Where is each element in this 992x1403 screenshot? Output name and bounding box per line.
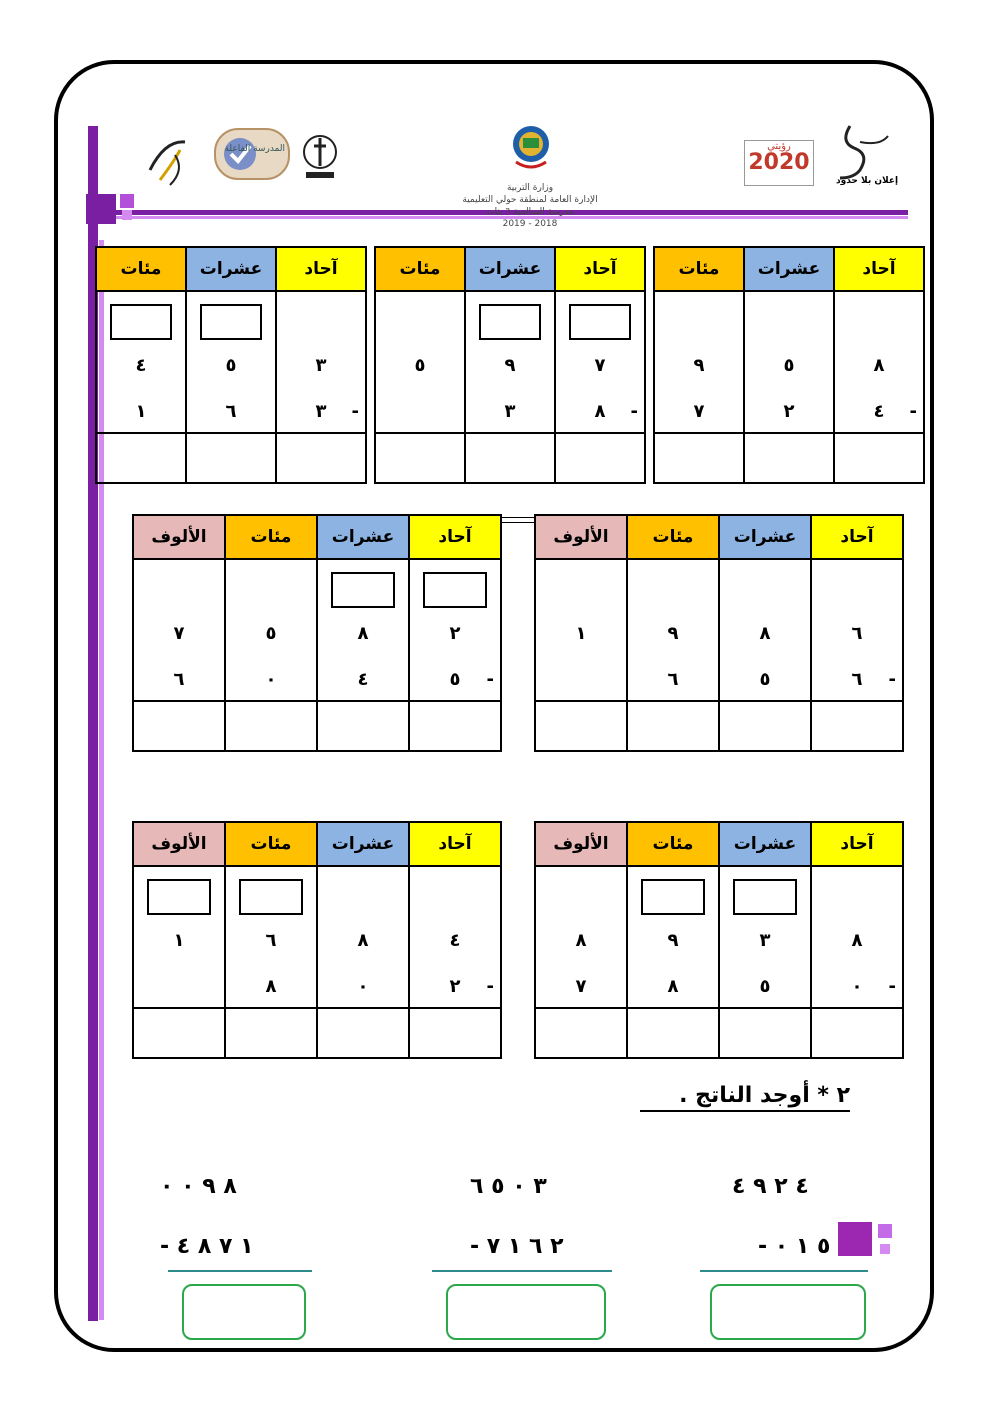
borrow-box[interactable]: [239, 879, 303, 915]
digit-cell-asharat: [186, 291, 276, 433]
minuend-digit: ٨: [873, 355, 885, 376]
minuend-digit: ٥: [414, 355, 426, 376]
subtrahend-digit: ٧: [693, 401, 705, 423]
ministry-line-2: الإدارة العامة لمنطقة حولي التعليمية: [462, 195, 598, 205]
digit-cell-ahad: [409, 559, 501, 701]
digit-cell-ahad: [834, 291, 924, 433]
place-value-table: [534, 514, 904, 752]
subtrahend-digit: ٥: [449, 669, 461, 691]
digit-cell-asharat: [719, 866, 811, 1008]
digit-cell-ahad: [409, 866, 501, 1008]
subtrahend-digit: ٠: [851, 976, 863, 998]
answer-cell-miat[interactable]: [225, 701, 317, 751]
problem-2-top: ٣ ٠ ٥ ٦: [470, 1174, 547, 1199]
borrow-box[interactable]: [479, 304, 541, 340]
minuend-digit: ٦: [851, 623, 863, 644]
minuend-digit: ٨: [851, 930, 863, 951]
tagline: إعلان بلا حدود: [836, 176, 899, 186]
digit-cell-miat: [654, 291, 744, 433]
problem-3-top: ٨ ٩ ٠ ٠: [160, 1174, 237, 1199]
minuend-digit: ٨: [759, 623, 771, 644]
minuend-digit: ٨: [575, 930, 587, 951]
problem-1-bottom: - ٥ ١ ٠: [758, 1234, 831, 1259]
digit-cell-asharat: [317, 559, 409, 701]
header-asharat: عشرات: [719, 822, 811, 866]
digit-cell-asharat: [744, 291, 834, 433]
header-ahad: آحاد: [811, 822, 903, 866]
place-value-table: [95, 246, 367, 484]
vision-year: 2020: [748, 150, 810, 175]
problem-1-square-tiny: [880, 1244, 890, 1254]
problem-2-bottom: - ٢ ٦ ١ ٧: [470, 1234, 564, 1259]
ministry-crest-icon: [508, 122, 554, 172]
header-aluf: الألوف: [133, 515, 225, 559]
minus-sign: -: [486, 976, 494, 998]
subtrahend-digit: ٢: [449, 976, 461, 998]
place-value-table: [374, 246, 646, 484]
subtrahend-digit: ٦: [667, 669, 679, 691]
digit-cell-aluf: [535, 866, 627, 1008]
header-ahad: آحاد: [276, 247, 366, 291]
digit-cell-miat: [225, 559, 317, 701]
minuend-digit: ٩: [504, 355, 516, 376]
problem-2-answer-box[interactable]: [446, 1284, 606, 1340]
minuend-digit: ٩: [693, 355, 705, 376]
minuend-digit: ٧: [594, 355, 606, 376]
minuend-digit: ٣: [315, 355, 327, 376]
ministry-line-3: مدرسة السالمية ٦ بنات: [486, 207, 574, 217]
header-ahad: آحاد: [409, 515, 501, 559]
corner-square-large: [86, 194, 116, 224]
connector-line: [500, 517, 534, 523]
header-asharat: عشرات: [317, 822, 409, 866]
answer-cell-asharat[interactable]: [317, 1008, 409, 1058]
minus-sign: -: [351, 401, 359, 423]
answer-cell-asharat[interactable]: [719, 1008, 811, 1058]
ministry-line-4: 2018 - 2019: [502, 219, 558, 229]
header-miat: مئات: [96, 247, 186, 291]
minuend-digit: ٥: [265, 623, 277, 644]
borrow-box[interactable]: [200, 304, 262, 340]
answer-cell-miat[interactable]: [225, 1008, 317, 1058]
answer-cell-ahad[interactable]: [276, 433, 366, 483]
vision-2020-logo: [744, 140, 814, 186]
subtrahend-digit: ٦: [173, 669, 185, 691]
minus-sign: -: [888, 669, 896, 691]
digit-cell-miat: [96, 291, 186, 433]
school-logo-text: المدرسة الفاعلة: [224, 144, 285, 154]
answer-cell-ahad[interactable]: [834, 433, 924, 483]
problem-1-answer-box[interactable]: [710, 1284, 866, 1340]
digit-cell-asharat: [719, 559, 811, 701]
minuend-digit: ٩: [667, 930, 679, 951]
header-ahad: آحاد: [409, 822, 501, 866]
answer-cell-asharat[interactable]: [186, 433, 276, 483]
answer-cell-ahad[interactable]: [811, 1008, 903, 1058]
header-aluf: الألوف: [133, 822, 225, 866]
minus-sign: -: [486, 669, 494, 691]
digit-cell-aluf: [133, 559, 225, 701]
header-ahad: آحاد: [811, 515, 903, 559]
corner-square-small: [120, 194, 134, 208]
digit-cell-ahad: [811, 866, 903, 1008]
problem-1-square-large: [838, 1222, 872, 1256]
subtrahend-digit: ٦: [225, 401, 237, 423]
header-ahad: آحاد: [834, 247, 924, 291]
problem-3-answer-box[interactable]: [182, 1284, 306, 1340]
subtrahend-digit: ٢: [783, 401, 795, 423]
problem-1-square-small: [878, 1224, 892, 1238]
borrow-box[interactable]: [569, 304, 631, 340]
subtrahend-digit: ٦: [851, 669, 863, 691]
emblem-logo: [300, 132, 340, 182]
abstract-figure-logo: [140, 130, 200, 190]
header-asharat: عشرات: [719, 515, 811, 559]
header-miat: مئات: [225, 822, 317, 866]
header-miat: مئات: [654, 247, 744, 291]
subtrahend-digit: ٣: [315, 401, 327, 423]
minuend-digit: ٤: [135, 355, 147, 376]
header-asharat: عشرات: [317, 515, 409, 559]
problem-1-underline: [700, 1270, 868, 1272]
ministry-text: [450, 182, 610, 230]
subtrahend-digit: ٥: [759, 669, 771, 691]
digit-cell-ahad: [555, 291, 645, 433]
answer-cell-miat[interactable]: [654, 433, 744, 483]
borrow-box[interactable]: [331, 572, 395, 608]
answer-cell-ahad[interactable]: [555, 433, 645, 483]
minus-sign: -: [630, 401, 638, 423]
digit-cell-aluf: [535, 559, 627, 701]
minus-sign: -: [909, 401, 917, 423]
header-aluf: الألوف: [535, 822, 627, 866]
exercise-2-title: ٢ * أوجد الناتج .: [640, 1083, 850, 1112]
minuend-digit: ٦: [265, 930, 277, 951]
subtrahend-digit: ٨: [265, 976, 277, 998]
swan-logo: [830, 122, 894, 182]
minuend-digit: ٨: [357, 623, 369, 644]
answer-cell-miat[interactable]: [627, 701, 719, 751]
answer-cell-aluf[interactable]: [535, 1008, 627, 1058]
answer-cell-asharat[interactable]: [744, 433, 834, 483]
header-miat: مئات: [627, 515, 719, 559]
digit-cell-aluf: [133, 866, 225, 1008]
answer-cell-ahad[interactable]: [409, 701, 501, 751]
digit-cell-miat: [225, 866, 317, 1008]
ministry-line-1: وزارة التربية: [506, 183, 554, 193]
answer-cell-miat[interactable]: [627, 1008, 719, 1058]
check-icon: [220, 134, 260, 174]
minuend-digit: ١: [575, 623, 587, 644]
minuend-digit: ٨: [357, 930, 369, 951]
subtrahend-digit: ٠: [357, 976, 369, 998]
corner-square-tiny: [122, 210, 132, 220]
borrow-box[interactable]: [641, 879, 705, 915]
minus-sign: -: [888, 976, 896, 998]
problem-3-underline: [168, 1270, 312, 1272]
subtrahend-digit: ٣: [504, 401, 516, 423]
borrow-box[interactable]: [110, 304, 172, 340]
header-miat: مئات: [225, 515, 317, 559]
answer-cell-ahad[interactable]: [409, 1008, 501, 1058]
digit-cell-ahad: [276, 291, 366, 433]
borrow-box[interactable]: [423, 572, 487, 608]
subtrahend-digit: ٥: [759, 976, 771, 998]
place-value-table: [132, 821, 502, 1059]
header-aluf: الألوف: [535, 515, 627, 559]
problem-2-underline: [432, 1270, 612, 1272]
subtrahend-digit: ٨: [594, 401, 606, 423]
borrow-box[interactable]: [733, 879, 797, 915]
subtrahend-digit: ١: [135, 401, 147, 423]
place-value-table: [534, 821, 904, 1059]
subtrahend-digit: ٨: [667, 976, 679, 998]
effective-school-logo: [214, 128, 290, 180]
answer-cell-asharat[interactable]: [317, 701, 409, 751]
minuend-digit: ٩: [667, 623, 679, 644]
header-asharat: عشرات: [465, 247, 555, 291]
subtrahend-digit: ٤: [873, 401, 885, 423]
header-asharat: عشرات: [186, 247, 276, 291]
digit-cell-miat: [627, 559, 719, 701]
digit-cell-ahad: [811, 559, 903, 701]
answer-cell-miat[interactable]: [375, 433, 465, 483]
digit-cell-asharat: [465, 291, 555, 433]
answer-cell-aluf[interactable]: [133, 1008, 225, 1058]
header-ahad: آحاد: [555, 247, 645, 291]
answer-cell-aluf[interactable]: [535, 701, 627, 751]
minuend-digit: ٥: [225, 355, 237, 376]
minuend-digit: ٥: [783, 355, 795, 376]
answer-cell-asharat[interactable]: [465, 433, 555, 483]
answer-cell-ahad[interactable]: [811, 701, 903, 751]
place-value-table: [132, 514, 502, 752]
place-value-table: [653, 246, 925, 484]
minuend-digit: ١: [173, 930, 185, 951]
answer-cell-miat[interactable]: [96, 433, 186, 483]
header-miat: مئات: [627, 822, 719, 866]
answer-cell-asharat[interactable]: [719, 701, 811, 751]
subtrahend-digit: ٧: [575, 976, 587, 998]
subtrahend-digit: ٠: [265, 669, 277, 691]
digit-cell-asharat: [317, 866, 409, 1008]
header-miat: مئات: [375, 247, 465, 291]
borrow-box[interactable]: [147, 879, 211, 915]
subtrahend-digit: ٤: [357, 669, 369, 691]
answer-cell-aluf[interactable]: [133, 701, 225, 751]
minuend-digit: ٧: [173, 623, 185, 644]
minuend-digit: ٢: [449, 623, 461, 644]
vision-label: رؤيتي: [767, 141, 791, 152]
problem-1-top: ٤ ٢ ٩ ٤: [732, 1174, 809, 1199]
problem-3-bottom: - ١ ٧ ٨ ٤: [160, 1234, 254, 1259]
minuend-digit: ٣: [759, 930, 771, 951]
header-asharat: عشرات: [744, 247, 834, 291]
digit-cell-miat: [375, 291, 465, 433]
digit-cell-miat: [627, 866, 719, 1008]
minuend-digit: ٤: [449, 930, 461, 951]
